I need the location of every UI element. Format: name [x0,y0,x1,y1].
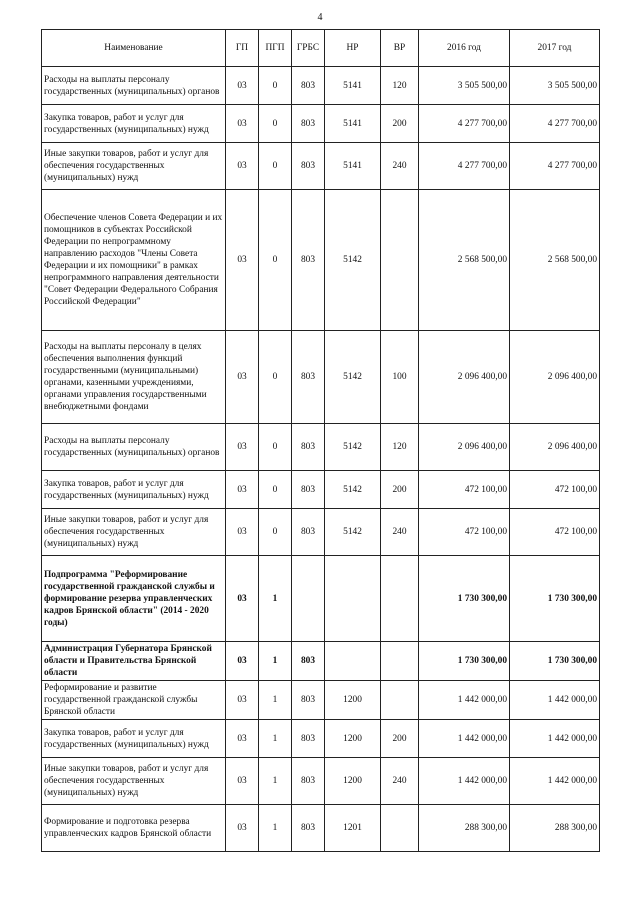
cell-2016: 4 277 700,00 [419,105,510,143]
cell-name: Формирование и подготовка резерва управленческих кадров Брянской области [42,805,226,852]
cell-vr: 200 [381,105,419,143]
cell-2017: 2 568 500,00 [510,190,600,331]
cell-2017: 2 096 400,00 [510,331,600,424]
table-row [42,556,600,642]
cell-grbs: 803 [292,642,325,681]
cell-vr [381,556,419,642]
cell-name: Закупка товаров, работ и услуг для государственных (муниципальных) нужд [42,471,226,509]
cell-name: Иные закупки товаров, работ и услуг для обеспечения государственных (муниципальных) нужд [42,758,226,805]
cell-nr: 5141 [325,105,381,143]
cell-vr [381,681,419,720]
cell-grbs: 803 [292,424,325,471]
cell-nr: 1200 [325,758,381,805]
cell-gp: 03 [226,556,259,642]
cell-2016: 472 100,00 [419,471,510,509]
cell-grbs: 803 [292,190,325,331]
cell-gp: 03 [226,720,259,758]
table-row [42,642,600,681]
cell-vr: 200 [381,471,419,509]
cell-2016: 3 505 500,00 [419,67,510,105]
cell-pgp: 1 [259,642,292,681]
table-row [42,509,600,556]
cell-gp: 03 [226,642,259,681]
cell-pgp: 1 [259,681,292,720]
table-row [42,720,600,758]
cell-2017: 4 277 700,00 [510,143,600,190]
cell-2016: 472 100,00 [419,509,510,556]
cell-nr: 5142 [325,424,381,471]
cell-gp: 03 [226,805,259,852]
cell-grbs: 803 [292,471,325,509]
cell-nr: 5141 [325,67,381,105]
cell-2016: 288 300,00 [419,805,510,852]
cell-2016: 4 277 700,00 [419,143,510,190]
cell-grbs: 803 [292,67,325,105]
cell-name: Закупка товаров, работ и услуг для государственных (муниципальных) нужд [42,720,226,758]
cell-vr: 240 [381,509,419,556]
cell-nr [325,642,381,681]
cell-2016: 2 096 400,00 [419,331,510,424]
table-row [42,331,600,424]
cell-grbs: 803 [292,758,325,805]
cell-gp: 03 [226,143,259,190]
cell-name: Иные закупки товаров, работ и услуг для обеспечения государственных (муниципальных) нужд [42,143,226,190]
cell-grbs: 803 [292,331,325,424]
header-name: Наименование [42,30,226,67]
table-row [42,471,600,509]
cell-pgp: 0 [259,509,292,556]
cell-grbs: 803 [292,805,325,852]
cell-2017: 1 442 000,00 [510,758,600,805]
cell-2017: 472 100,00 [510,471,600,509]
header-2017: 2017 год [510,30,600,67]
cell-gp: 03 [226,67,259,105]
cell-2017: 2 096 400,00 [510,424,600,471]
table-row [42,67,600,105]
cell-grbs: 803 [292,509,325,556]
header-vr: ВР [381,30,419,67]
cell-pgp: 0 [259,471,292,509]
cell-name: Администрация Губернатора Брянской области и Правительства Брянской области [42,642,226,681]
cell-vr: 240 [381,758,419,805]
cell-2016: 1 442 000,00 [419,758,510,805]
cell-gp: 03 [226,424,259,471]
cell-grbs: 803 [292,105,325,143]
cell-nr [325,556,381,642]
cell-name: Подпрограмма "Реформирование государственной гражданской службы и формирование резерва управленческих кадров Брянской области" (2014 - 2020 годы) [42,556,226,642]
cell-nr: 5141 [325,143,381,190]
cell-gp: 03 [226,105,259,143]
table-row [42,105,600,143]
cell-gp: 03 [226,331,259,424]
cell-2017: 3 505 500,00 [510,67,600,105]
cell-vr [381,642,419,681]
cell-2017: 4 277 700,00 [510,105,600,143]
cell-2016: 1 730 300,00 [419,642,510,681]
cell-name: Расходы на выплаты персоналу в целях обеспечения выполнения функций государственными (муниципальными) органами, казенными учреждениями, органами управления государственными внебюджетными фондами [42,331,226,424]
cell-name: Обеспечение членов Совета Федерации и их помощников в субъектах Российской Федерации по непрограммному направлению расходов "Члены Совета Федерации и их помощники" в рамках непрограммного направления деятельности "Совет Федерации Федерального Собрания Российской Федерации" [42,190,226,331]
cell-2017: 1 442 000,00 [510,720,600,758]
cell-2016: 2 096 400,00 [419,424,510,471]
cell-vr: 240 [381,143,419,190]
table-row [42,681,600,720]
header-nr: НР [325,30,381,67]
table-row [42,758,600,805]
cell-pgp: 0 [259,143,292,190]
cell-grbs [292,556,325,642]
cell-nr: 5142 [325,509,381,556]
cell-pgp: 0 [259,67,292,105]
cell-grbs: 803 [292,143,325,190]
cell-grbs: 803 [292,720,325,758]
cell-vr [381,805,419,852]
cell-pgp: 0 [259,190,292,331]
cell-pgp: 1 [259,720,292,758]
cell-grbs: 803 [292,681,325,720]
cell-2017: 1 730 300,00 [510,556,600,642]
table-row [42,424,600,471]
table-row [42,805,600,852]
cell-vr: 120 [381,67,419,105]
cell-2017: 1 730 300,00 [510,642,600,681]
table-header-row [42,30,600,67]
cell-nr: 1200 [325,720,381,758]
cell-gp: 03 [226,758,259,805]
header-gp: ГП [226,30,259,67]
header-2016: 2016 год [419,30,510,67]
page-number: 4 [317,12,323,23]
cell-gp: 03 [226,681,259,720]
cell-2017: 288 300,00 [510,805,600,852]
cell-nr: 1201 [325,805,381,852]
header-pgp: ПГП [259,30,292,67]
cell-vr: 100 [381,331,419,424]
cell-pgp: 1 [259,805,292,852]
cell-nr: 1200 [325,681,381,720]
cell-2017: 472 100,00 [510,509,600,556]
cell-2016: 1 730 300,00 [419,556,510,642]
budget-table [41,29,600,852]
cell-2017: 1 442 000,00 [510,681,600,720]
cell-pgp: 1 [259,758,292,805]
cell-2016: 1 442 000,00 [419,681,510,720]
cell-nr: 5142 [325,190,381,331]
table-row [42,143,600,190]
cell-2016: 1 442 000,00 [419,720,510,758]
cell-gp: 03 [226,190,259,331]
cell-pgp: 0 [259,424,292,471]
cell-vr [381,190,419,331]
cell-2016: 2 568 500,00 [419,190,510,331]
cell-nr: 5142 [325,331,381,424]
header-grbs: ГРБС [292,30,325,67]
cell-pgp: 0 [259,331,292,424]
cell-name: Иные закупки товаров, работ и услуг для обеспечения государственных (муниципальных) нужд [42,509,226,556]
cell-pgp: 0 [259,105,292,143]
cell-vr: 200 [381,720,419,758]
cell-gp: 03 [226,509,259,556]
cell-pgp: 1 [259,556,292,642]
cell-name: Расходы на выплаты персоналу государственных (муниципальных) органов [42,424,226,471]
cell-name: Закупка товаров, работ и услуг для государственных (муниципальных) нужд [42,105,226,143]
cell-gp: 03 [226,471,259,509]
cell-nr: 5142 [325,471,381,509]
cell-name: Реформирование и развитие государственной гражданской службы Брянской области [42,681,226,720]
cell-vr: 120 [381,424,419,471]
table-row [42,190,600,331]
cell-name: Расходы на выплаты персоналу государственных (муниципальных) органов [42,67,226,105]
